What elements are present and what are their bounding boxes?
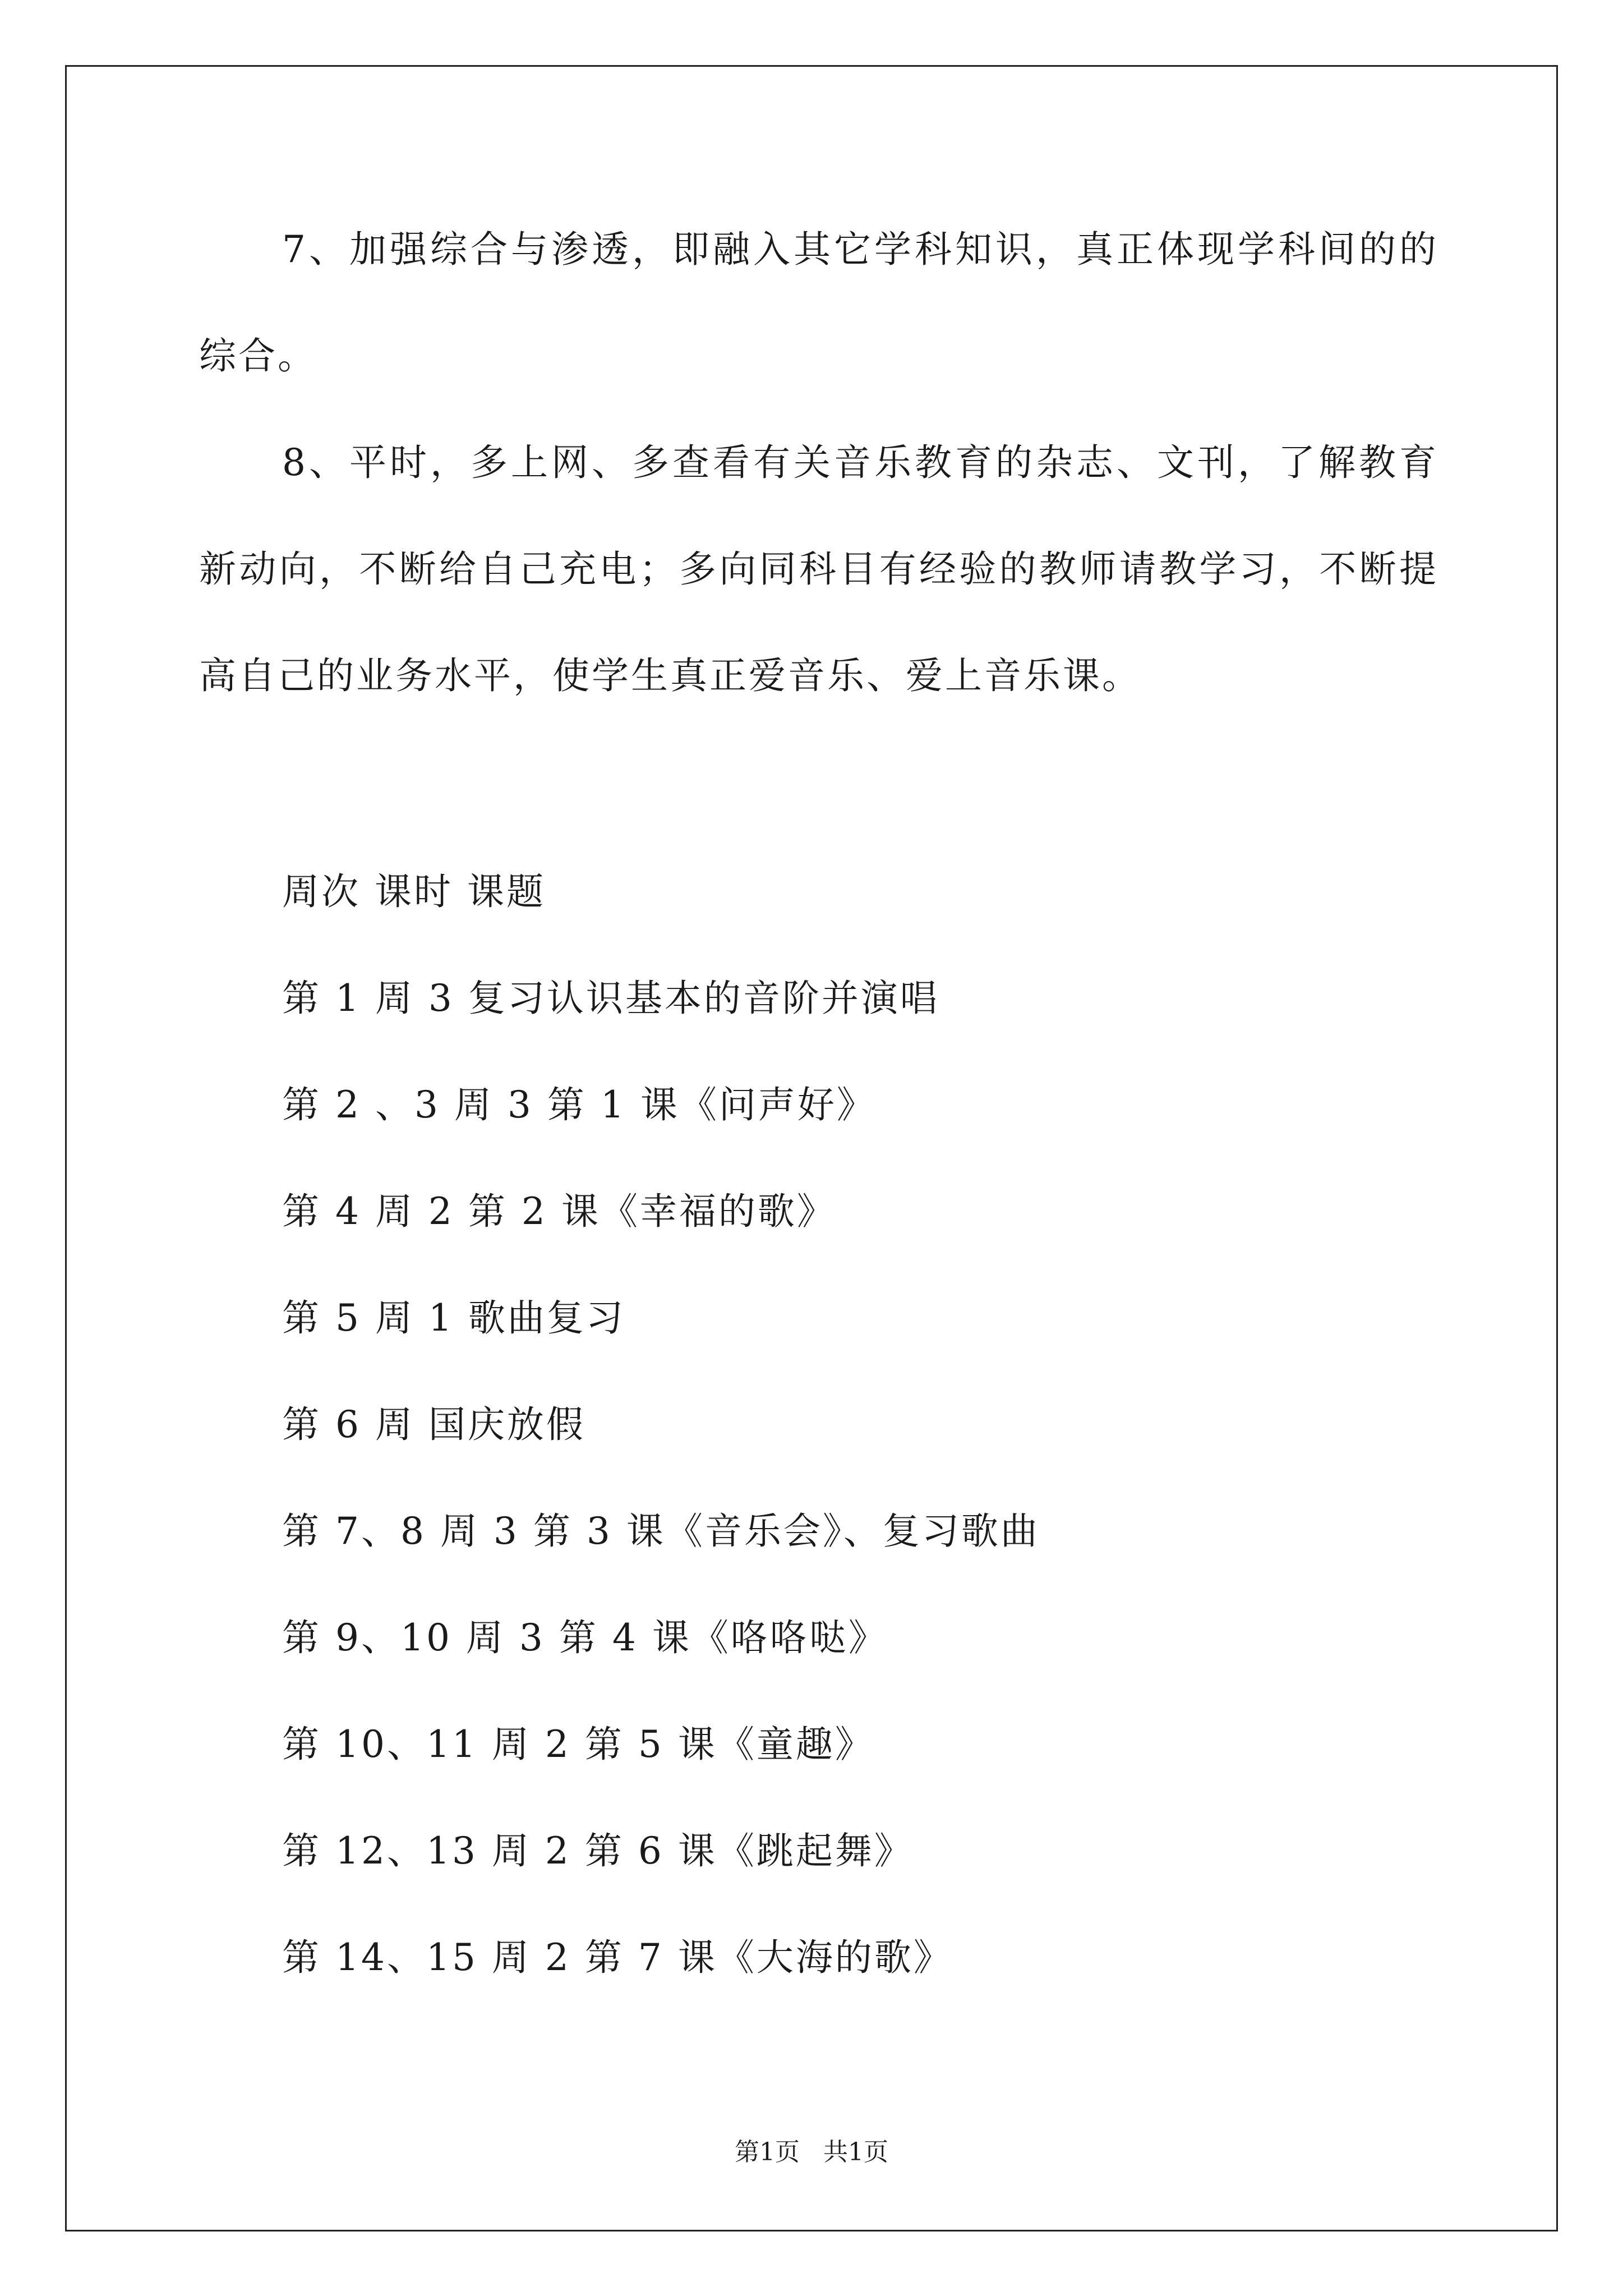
schedule-row: 第 4 周 2 第 2 课《幸福的歌》 xyxy=(282,1190,836,1233)
paragraph-item-7: 7、加强综合与渗透，即融入其它学科知识，真正体现学科间的的综合。 xyxy=(199,228,1438,378)
schedule-row: 第 14、15 周 2 第 7 课《大海的歌》 xyxy=(282,1936,953,1979)
paragraph-item-8: 8、平时，多上网、多查看有关音乐教育的杂志、文刊，了解教育新动向，不断给自己充电；多向同科目有经验的教师请教学习，不断提高自己的业务水平，使学生真正爱音乐、爱上音乐课。 xyxy=(199,441,1438,697)
schedule-row: 第 5 周 1 歌曲复习 xyxy=(282,1296,625,1340)
schedule-list xyxy=(282,839,1040,2011)
schedule-row: 第 6 周 国庆放假 xyxy=(282,1403,585,1446)
schedule-row: 第 12、13 周 2 第 6 课《跳起舞》 xyxy=(282,1829,914,1872)
schedule-row: 第 10、11 周 2 第 5 课《童趣》 xyxy=(282,1723,874,1766)
schedule-row: 第 1 周 3 复习认识基本的音阶并演唱 xyxy=(282,977,939,1020)
schedule-header: 周次 课时 课题 xyxy=(282,870,546,913)
page-footer: 第1页 共1页 xyxy=(735,2138,888,2166)
schedule-row: 第 9、10 周 3 第 4 课《咯咯哒》 xyxy=(282,1616,888,1659)
schedule-row: 第 7、8 周 3 第 3 课《音乐会》、复习歌曲 xyxy=(282,1510,1040,1553)
schedule-row: 第 2 、3 周 3 第 1 课《问声好》 xyxy=(282,1083,876,1126)
